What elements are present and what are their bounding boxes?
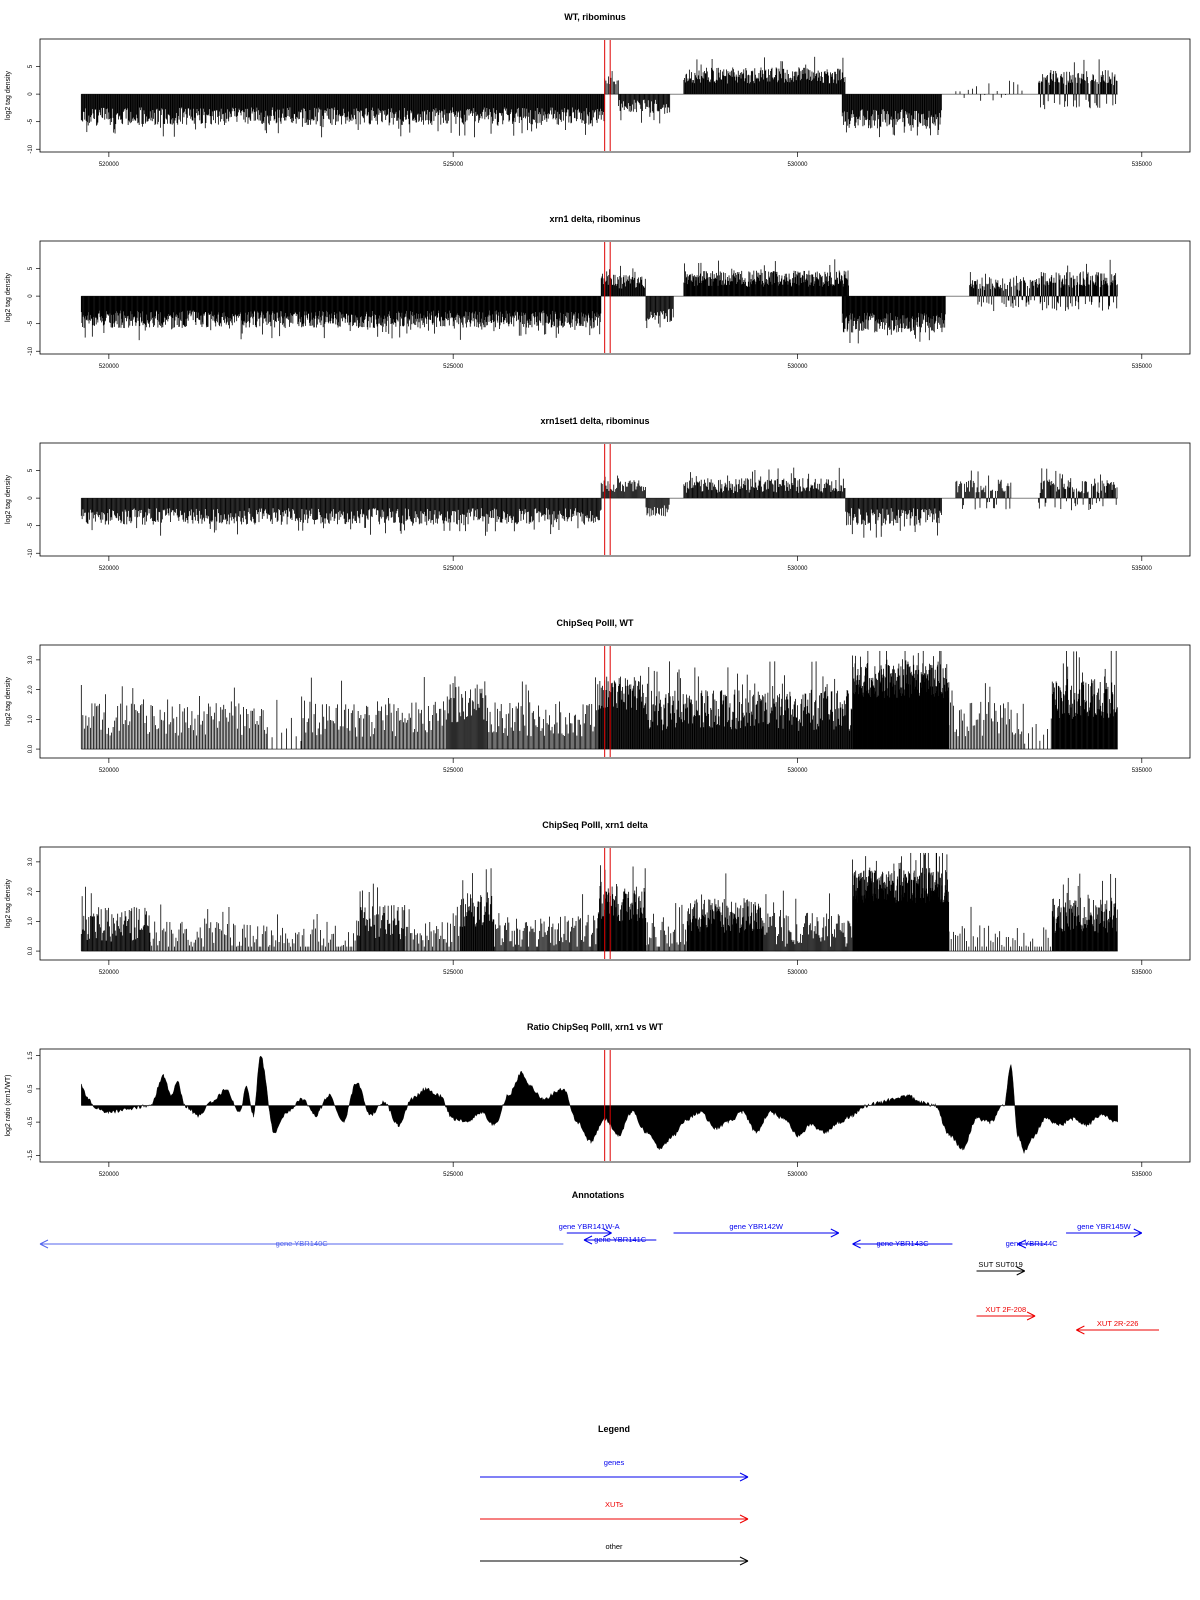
y-axis-label: log2 tag density [5,676,12,727]
x-tick-label: 525000 [443,162,464,168]
x-tick-label: 530000 [787,364,808,370]
y-tick-label: 5 [28,266,34,271]
y-tick-label: 0 [28,496,34,500]
y-tick-label: -5 [28,523,34,529]
y-axis-label: log2 tag density [5,272,12,323]
x-tick-label: 520000 [98,768,119,774]
plot-title: xrn1set1 delta, ribominus [540,416,650,426]
track-plot-4 [5,618,1190,774]
x-axis [99,556,1153,572]
plot-title: xrn1 delta, ribominus [549,214,641,224]
x-tick-label: 520000 [98,566,119,572]
y-tick-label: 5 [28,468,34,473]
plot-title: WT, ribominus [564,12,626,22]
x-tick-label: 535000 [1131,162,1152,168]
y-axis [28,468,40,557]
y-axis [28,64,40,153]
plot-title: ChipSeq PolII, WT [556,618,634,628]
y-tick-label: -10 [28,548,34,558]
signal-bars [81,57,1117,137]
x-axis [99,354,1153,370]
y-axis-label: log2 tag density [5,70,12,121]
track-plot-1 [5,12,1190,168]
y-tick-label: 2.0 [28,685,34,694]
x-tick-label: 535000 [1131,768,1152,774]
y-tick-label: -10 [28,144,34,154]
track-plot-3 [5,416,1190,572]
y-tick-label: 3.0 [28,655,34,665]
x-tick-label: 525000 [443,768,464,774]
x-tick-label: 520000 [98,364,119,370]
signal-bars [81,468,1117,538]
y-tick-label: -5 [28,119,34,125]
y-axis [28,655,40,753]
x-tick-label: 535000 [1131,566,1152,572]
y-tick-label: 0 [28,294,34,298]
x-axis [99,152,1153,168]
y-axis-label: log2 tag density [5,474,12,525]
x-axis [99,758,1153,774]
x-tick-label: 530000 [787,162,808,168]
x-tick-label: 520000 [98,162,119,168]
y-axis [28,266,40,355]
y-tick-label: -10 [28,346,34,356]
x-tick-label: 525000 [443,364,464,370]
y-tick-label: 0.0 [28,744,34,754]
signal-bars [81,651,1117,749]
y-tick-label: -5 [28,321,34,327]
x-tick-label: 535000 [1131,364,1152,370]
y-tick-label: 0 [28,92,34,96]
y-tick-label: 1.0 [28,715,34,724]
y-tick-label: 5 [28,64,34,69]
track-plot-2 [5,214,1190,370]
x-tick-label: 525000 [443,566,464,572]
x-tick-label: 530000 [787,566,808,572]
signal-bars [81,259,1117,343]
x-tick-label: 530000 [787,768,808,774]
